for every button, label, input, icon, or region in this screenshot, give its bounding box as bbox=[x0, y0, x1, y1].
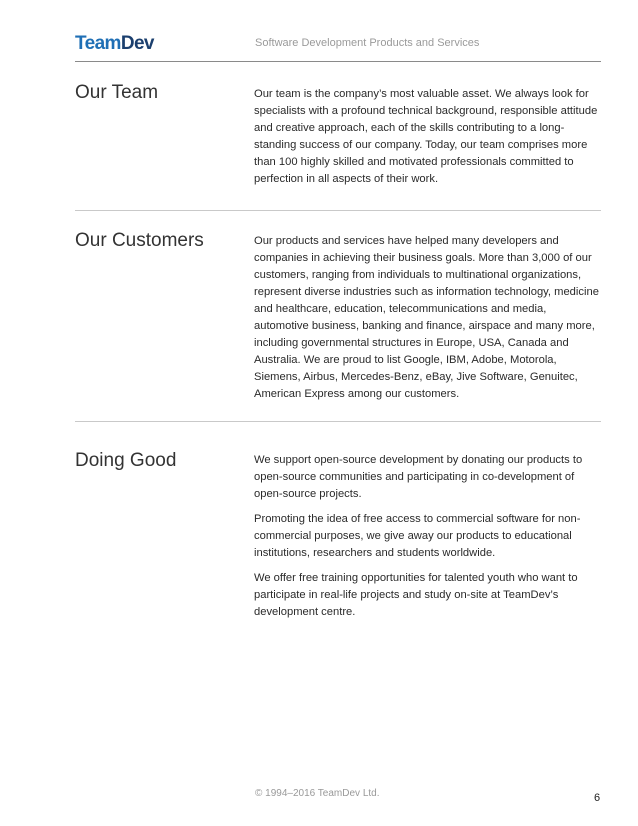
footer-copyright: © 1994–2016 TeamDev Ltd. bbox=[255, 788, 380, 799]
paragraph: We support open-source development by donating our products to open-source communities and participating in co-development of open-source projects. bbox=[254, 454, 583, 500]
paragraph: Promoting the idea of free access to commercial software for non-commercial purposes, we give away our products to educational institutions, researchers and students worldwide. bbox=[254, 513, 581, 559]
section-title-our-team: Our Team bbox=[75, 82, 159, 103]
paragraph: We offer free training opportunities for talented youth who want to participate in real-life projects and study on-site at TeamDev’s development centre. bbox=[254, 572, 578, 618]
section-body-doing-good bbox=[254, 452, 602, 629]
section-divider bbox=[75, 210, 601, 211]
logo-dev: Dev bbox=[120, 33, 154, 54]
section-body-our-customers bbox=[254, 233, 602, 411]
document-subtitle: Software Development Products and Services bbox=[255, 37, 480, 49]
logo bbox=[75, 33, 154, 55]
section-body-our-team bbox=[254, 86, 602, 196]
paragraph: Our team is the company’s most valuable asset. We always look for specialists with a profound technical background, responsible attitude and creative approach, each of the skills contributing to a long-standing success of our company. Today, our team comprises more than 100 highly skilled and motivated professionals committed to perfection in all aspects of their work. bbox=[254, 88, 598, 185]
section-divider bbox=[75, 421, 601, 422]
header-divider bbox=[75, 61, 601, 62]
section-title-our-customers: Our Customers bbox=[75, 230, 204, 251]
page-number: 6 bbox=[594, 792, 601, 804]
logo-team: Team bbox=[75, 33, 121, 54]
paragraph: Our products and services have helped many developers and companies in achieving their business goals. More than 3,000 of our customers, ranging from individuals to multinational organizations, represent diverse industries such as information technology, medicine and healthcare, education, telecommunications and media, automotive business, banking and finance, airspace and many more, including governmental structures in Europe, USA, Canada and Australia. We are proud to list Google, IBM, Adobe, Motorola, Siemens, Airbus, Mercedes-Benz, eBay, Jive Software, Genuitec, American Express among our customers. bbox=[254, 235, 599, 400]
section-title-doing-good: Doing Good bbox=[75, 450, 177, 471]
